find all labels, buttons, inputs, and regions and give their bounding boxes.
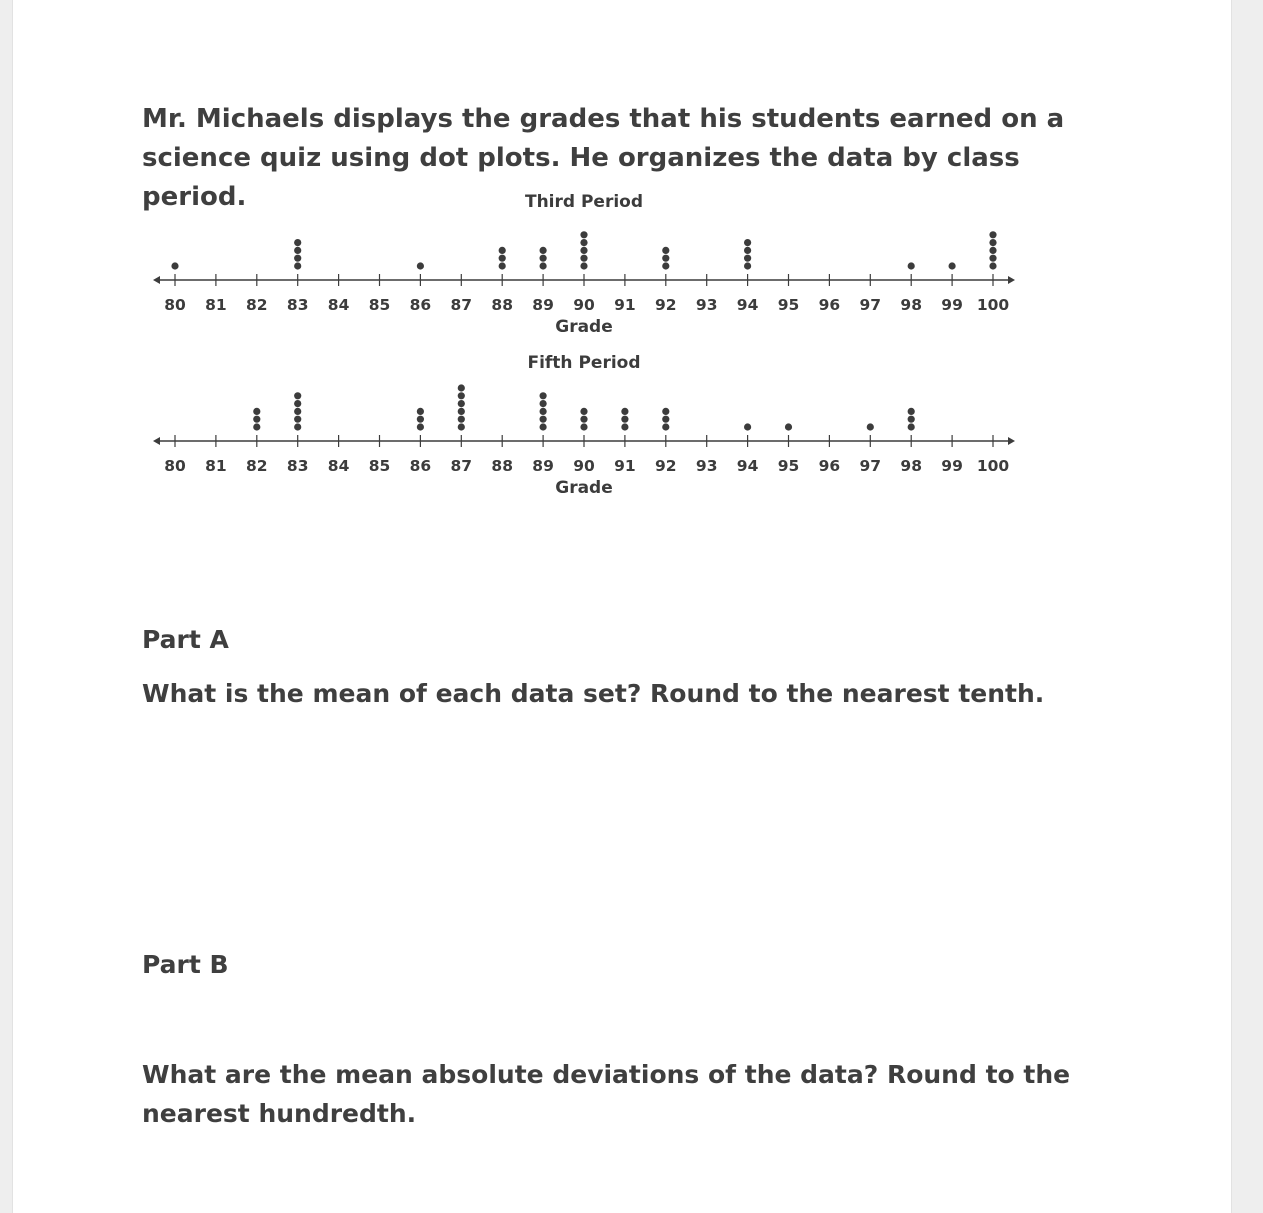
intro-paragraph: Mr. Michaels displays the grades that his students earned on a science quiz using dot plots. He organizes the data by class period. (142, 104, 1065, 212)
fifth-period-dot (908, 416, 915, 423)
third-period-dot (294, 239, 301, 246)
fifth-period-svg (140, 346, 1020, 496)
third-period-dot (540, 255, 547, 262)
part-a-question: What is the mean of each data set? Round to the nearest tenth. (142, 679, 1045, 708)
fifth-period-dot (580, 423, 587, 430)
fifth-period-tick-label: 87 (450, 457, 473, 475)
fifth-period-tick-label: 84 (327, 457, 350, 475)
fifth-period-dot (458, 384, 465, 391)
third-period-tick-label: 96 (818, 296, 841, 314)
third-period-dot (499, 255, 506, 262)
fifth-period-dot (662, 408, 669, 415)
fifth-period-dot (580, 416, 587, 423)
fifth-period-dot-plot (140, 346, 1020, 496)
fifth-period-dot (662, 423, 669, 430)
third-period-arrow-left (153, 276, 160, 284)
fifth-period-tick-label: 81 (205, 457, 227, 475)
third-period-dot (989, 247, 996, 254)
third-period-dot (989, 239, 996, 246)
third-period-tick-label: 84 (327, 296, 350, 314)
fifth-period-axis-label: Grade (555, 478, 613, 496)
fifth-period-tick-label: 96 (818, 457, 841, 475)
third-period-tick-label: 83 (286, 296, 309, 314)
third-period-tick-label: 95 (777, 296, 800, 314)
third-period-tick-label: 99 (941, 296, 963, 314)
fifth-period-tick-label: 90 (573, 457, 595, 475)
third-period-tick-label: 81 (205, 296, 227, 314)
third-period-dot (744, 255, 751, 262)
fifth-period-tick-label: 88 (491, 457, 513, 475)
fifth-period-tick-label: 82 (246, 457, 268, 475)
fifth-period-dot (458, 423, 465, 430)
fifth-period-arrow-left (153, 437, 160, 445)
third-period-tick-label: 89 (532, 296, 554, 314)
fifth-period-dot (294, 423, 301, 430)
fifth-period-title: Fifth Period (527, 353, 641, 373)
fifth-period-dot (458, 416, 465, 423)
fifth-period-dot (908, 408, 915, 415)
third-period-dot (294, 262, 301, 269)
third-period-tick-label: 86 (409, 296, 432, 314)
third-period-dot (499, 262, 506, 269)
fifth-period-dot (540, 408, 547, 415)
third-period-tick-label: 92 (655, 296, 677, 314)
third-period-dot (580, 262, 587, 269)
fifth-period-dot (253, 416, 260, 423)
fifth-period-tick-label: 97 (859, 457, 882, 475)
fifth-period-dot (458, 400, 465, 407)
fifth-period-tick-label: 83 (286, 457, 309, 475)
third-period-dot (580, 239, 587, 246)
third-period-dot (662, 262, 669, 269)
fifth-period-dot (458, 408, 465, 415)
part-b-title: Part B (142, 950, 229, 979)
fifth-period-dot (621, 423, 628, 430)
fifth-period-tick-label: 98 (900, 457, 922, 475)
third-period-dot (989, 262, 996, 269)
third-period-dot (294, 247, 301, 254)
fifth-period-tick-label: 99 (941, 457, 963, 475)
third-period-dot (580, 255, 587, 262)
fifth-period-dot (621, 408, 628, 415)
fifth-period-dot (540, 392, 547, 399)
third-period-tick-label: 93 (695, 296, 718, 314)
third-period-dot (171, 262, 178, 269)
third-period-axis-label: Grade (555, 317, 613, 335)
fifth-period-dot (785, 423, 792, 430)
third-period-dot (744, 262, 751, 269)
fifth-period-dot (621, 416, 628, 423)
fifth-period-dot (294, 400, 301, 407)
fifth-period-dot (580, 408, 587, 415)
third-period-dot (580, 231, 587, 238)
fifth-period-dot (540, 400, 547, 407)
fifth-period-dot (253, 408, 260, 415)
third-period-dot (662, 255, 669, 262)
part-b-question: What are the mean absolute deviations of the data? Round to the nearest hundredth. (142, 1060, 1071, 1128)
fifth-period-dot (294, 416, 301, 423)
fifth-period-dot (867, 423, 874, 430)
fifth-period-dot (253, 423, 260, 430)
fifth-period-dot (540, 423, 547, 430)
fifth-period-dot (294, 408, 301, 415)
third-period-dot (540, 262, 547, 269)
fifth-period-tick-label: 89 (532, 457, 554, 475)
third-period-dot (662, 247, 669, 254)
fifth-period-tick-label: 94 (736, 457, 759, 475)
third-period-title: Third Period (524, 192, 644, 212)
third-period-dot (417, 262, 424, 269)
third-period-tick-label: 87 (450, 296, 473, 314)
third-period-tick-label: 88 (491, 296, 513, 314)
third-period-tick-label: 100 (976, 296, 1010, 314)
third-period-tick-label: 94 (736, 296, 759, 314)
third-period-tick-label: 97 (859, 296, 882, 314)
fifth-period-arrow-right (1008, 437, 1015, 445)
third-period-dot-plot (140, 185, 1020, 335)
fifth-period-tick-label: 85 (368, 457, 391, 475)
third-period-dot (540, 247, 547, 254)
third-period-tick-label: 98 (900, 296, 922, 314)
fifth-period-dot (417, 423, 424, 430)
third-period-svg (140, 185, 1020, 335)
fifth-period-tick-label: 80 (164, 457, 186, 475)
part-a-title: Part A (142, 625, 229, 654)
fifth-period-dot (744, 423, 751, 430)
third-period-dot (908, 262, 915, 269)
third-period-arrow-right (1008, 276, 1015, 284)
third-period-dot (744, 239, 751, 246)
third-period-dot (294, 255, 301, 262)
third-period-dot (989, 231, 996, 238)
third-period-dot (580, 247, 587, 254)
fifth-period-tick-label: 95 (777, 457, 800, 475)
fifth-period-tick-label: 92 (655, 457, 677, 475)
third-period-tick-label: 90 (573, 296, 595, 314)
fifth-period-dot (458, 392, 465, 399)
third-period-dot (989, 255, 996, 262)
fifth-period-tick-label: 91 (614, 457, 636, 475)
fifth-period-dot (540, 416, 547, 423)
third-period-dot (744, 247, 751, 254)
third-period-dot (949, 262, 956, 269)
third-period-tick-label: 85 (368, 296, 391, 314)
fifth-period-dot (417, 416, 424, 423)
fifth-period-tick-label: 93 (695, 457, 718, 475)
fifth-period-tick-label: 86 (409, 457, 432, 475)
fifth-period-dot (662, 416, 669, 423)
fifth-period-dot (908, 423, 915, 430)
fifth-period-dot (294, 392, 301, 399)
third-period-tick-label: 91 (614, 296, 636, 314)
fifth-period-tick-label: 100 (976, 457, 1010, 475)
fifth-period-dot (417, 408, 424, 415)
third-period-dot (499, 247, 506, 254)
third-period-tick-label: 80 (164, 296, 186, 314)
third-period-tick-label: 82 (246, 296, 268, 314)
